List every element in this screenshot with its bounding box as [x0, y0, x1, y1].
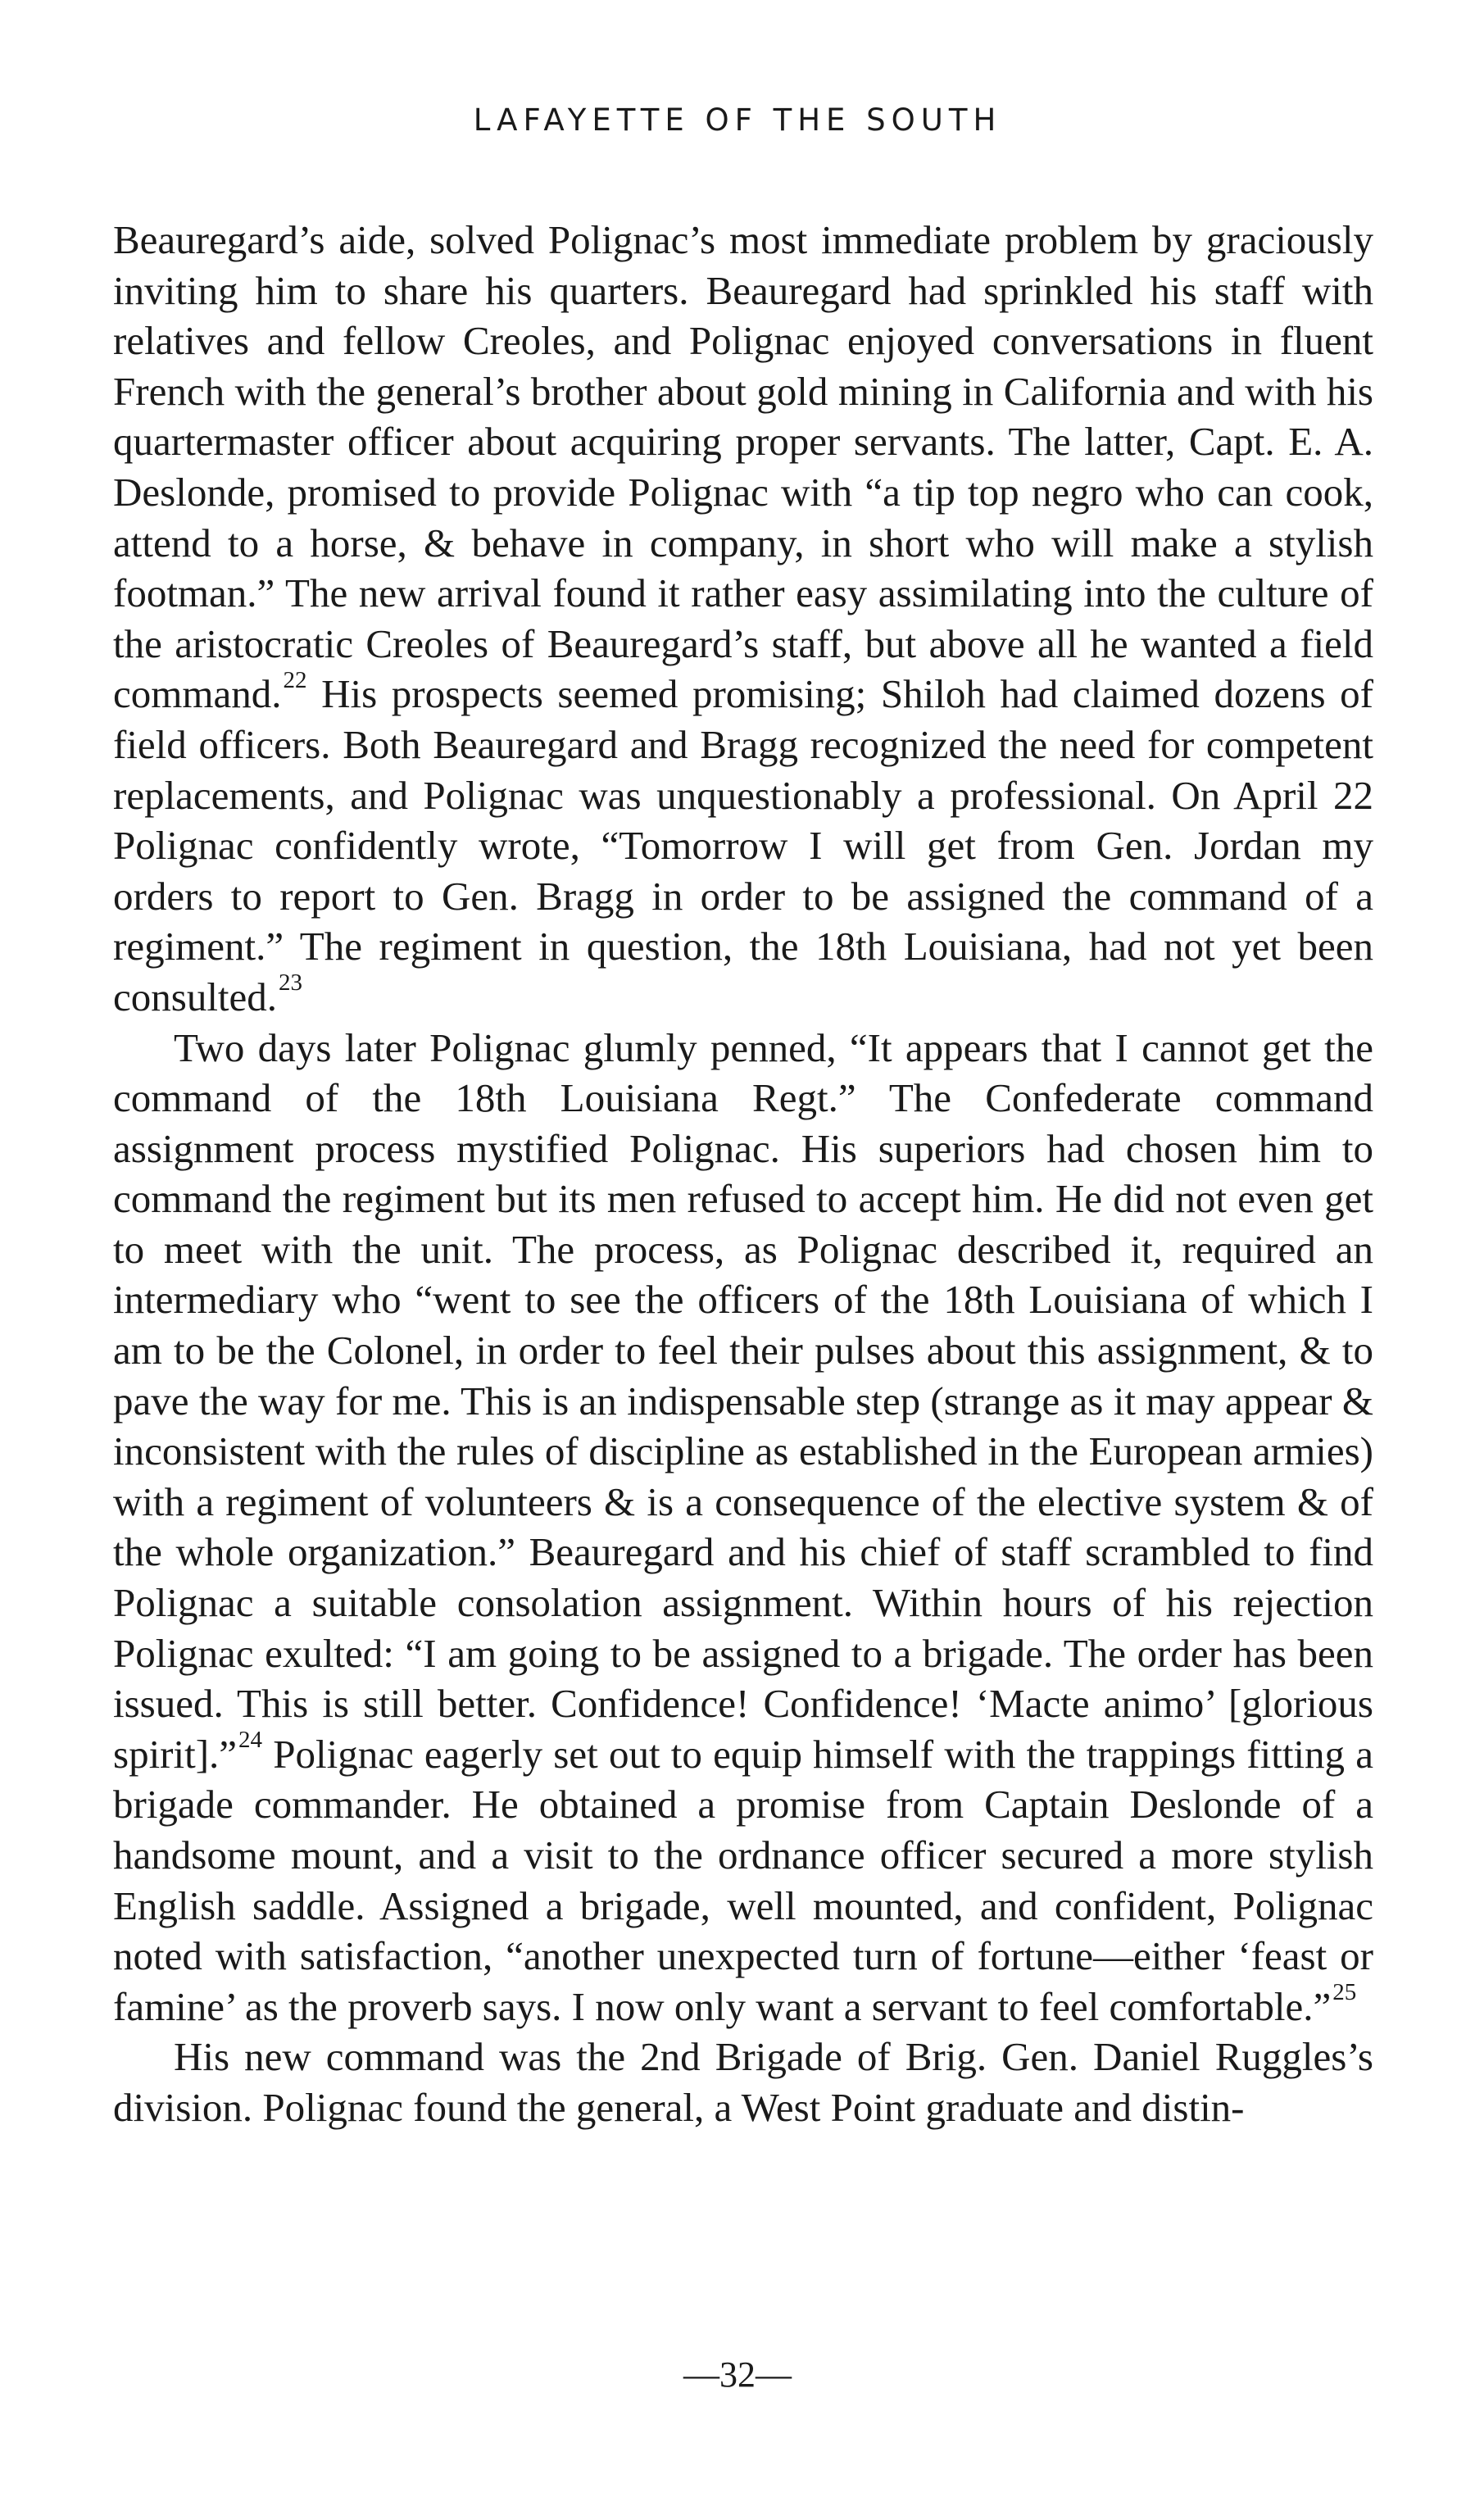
- body-text: [113, 215, 1373, 2133]
- text-run: Two days later Polignac glumly penned, “It appears that I cannot get the command of the 18th Louisiana Regt.” The Confederate command assignment process mystified Polignac. His superiors had chosen him to command the regiment but its men refused to accept him. He did not even get to meet with the unit. The process, as Polignac described it, required an intermediary who “went to see the officers of the 18th Louisiana of which I am to be the Colonel, in order to feel their pulses about this assignment, & to pave the way for me. This is an indispensable step (strange as it may appear & inconsistent with the rules of discipline as established in the European armies) with a regiment of volunteers & is a consequence of the elective system & of the whole organization.” Beauregard and his chief of staff scrambled to find Polignac a suitable consolation assignment. Within hours of his rejection Polignac exulted: “I am going to be assigned to a brigade. The order has been issued. This is still better. Confidence! Confidence! ‘Macte animo’ [glorious spirit].”: [113, 1024, 1373, 1777]
- footnote-ref: 25: [1332, 1979, 1357, 2006]
- running-head: LAFAYETTE OF THE SOUTH: [473, 102, 1002, 138]
- footnote-ref: 24: [238, 1727, 263, 1754]
- footnote-ref: 22: [283, 666, 307, 693]
- paragraph: [113, 1023, 1373, 2032]
- text-run: Beauregard’s aide, solved Polignac’s most immediate problem by graciously inviting him to share his quarters. Beauregard had sprinkled his staff with relatives and fellow Creoles, and Polignac enjoyed conversations in fluent French with the general’s brother about gold mining in California and with his quartermaster officer about acquiring proper servants. The latter, Capt. E. A. Deslonde, promised to provide Polignac with “a tip top negro who can cook, attend to a horse, & behave in company, in short who will make a stylish footman.” The new arrival found it rather easy assimilating into the culture of the aristocratic Creoles of Beauregard’s staff, but above all he wanted a field command.: [113, 217, 1373, 717]
- paragraph: [113, 2032, 1373, 2132]
- footnote-ref: 23: [279, 969, 303, 997]
- paragraph: [113, 215, 1373, 1023]
- text-run: Polignac eagerly set out to equip himself with the trappings fitting a brigade commander. He obtained a promise from Captain Deslonde of a handsome mount, and a visit to the ordnance officer secured a more stylish English saddle. Assigned a brigade, well mounted, and confident, Polignac noted with satisfaction, “another unexpected turn of fortune—either ‘feast or famine’ as the proverb says. I now only want a servant to feel comfortable.”: [113, 1731, 1373, 2029]
- text-run: His new command was the 2nd Brigade of Brig. Gen. Daniel Ruggles’s division. Polignac found the general, a West Point graduate and distin-: [113, 2034, 1373, 2130]
- text-run: His prospects seemed promising; Shiloh had claimed dozens of field officers. Both Beauregard and Bragg recognized the need for competent replacements, and Polignac was unquestionably a professional. On April 22 Polignac confidently wrote, “Tomorrow I will get from Gen. Jordan my orders to report to Gen. Bragg in order to be assigned the command of a regiment.” The regiment in question, the 18th Louisiana, had not yet been consulted.: [113, 671, 1373, 1019]
- page-number: —32—: [683, 2354, 792, 2395]
